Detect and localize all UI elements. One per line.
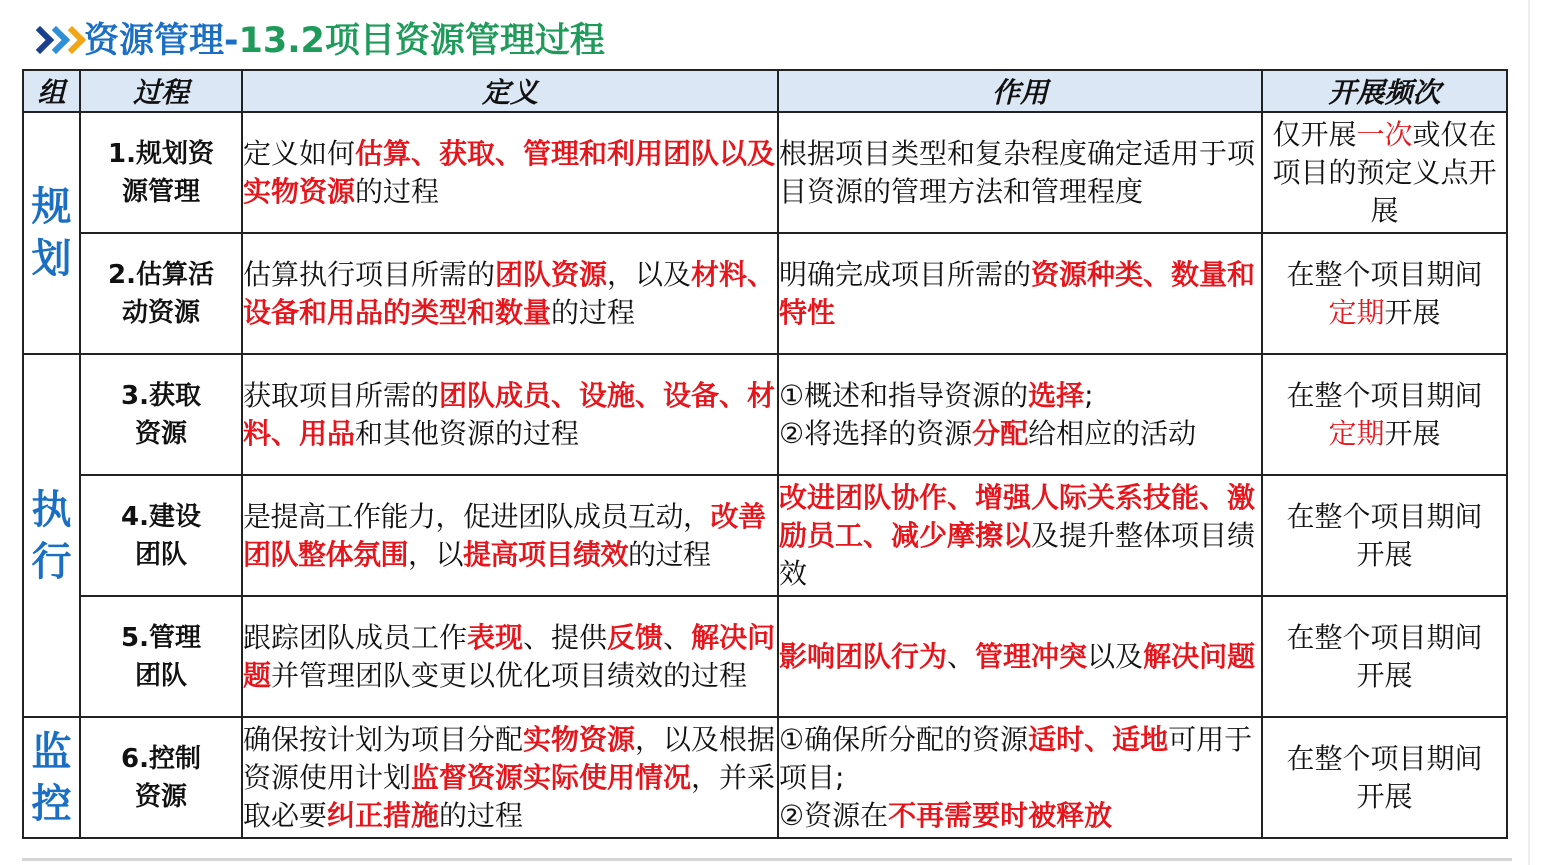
table-row <box>23 354 1507 475</box>
frequency-cell: 在整个项目期间开展 <box>1262 717 1507 838</box>
process-cell: 5.管理团队 <box>80 596 242 717</box>
process-cell: 4.建设团队 <box>80 475 242 596</box>
group-cell-plan: 规划 <box>23 112 80 354</box>
role-cell: ①确保所分配的资源适时、适地可用于项目; ②资源在不再需要时被释放 <box>778 717 1262 838</box>
process-cell: 3.获取资源 <box>80 354 242 475</box>
group-cell-monitor: 监控 <box>23 717 80 838</box>
page-title: 资源管理-13.2项目资源管理过程 <box>84 21 605 61</box>
process-cell: 1.规划资源管理 <box>80 112 242 233</box>
role-cell: 明确完成项目所需的资源种类、数量和特性 <box>778 233 1262 354</box>
frequency-cell: 在整个项目期间 定期开展 <box>1262 233 1507 354</box>
definition-cell: 跟踪团队成员工作表现、提供反馈、解决问题并管理团队变更以优化项目绩效的过程 <box>242 596 778 717</box>
frequency-cell: 在整个项目期间开展 <box>1262 475 1507 596</box>
chevron-arrows-icon <box>28 23 76 53</box>
role-cell: 根据项目类型和复杂程度确定适用于项目资源的管理方法和管理程度 <box>778 112 1262 233</box>
right-divider <box>1528 0 1530 865</box>
table-row <box>23 233 1507 354</box>
definition-cell: 确保按计划为项目分配实物资源，以及根据资源使用计划监督资源实际使用情况，并采取必要纠正措施的过程 <box>242 717 778 838</box>
definition-cell: 是提高工作能力，促进团队成员互动，改善团队整体氛围，以提高项目绩效的过程 <box>242 475 778 596</box>
group-cell-exec: 执行 <box>23 354 80 717</box>
frequency-cell: 仅开展一次或仅在项目的预定义点开展 <box>1262 112 1507 233</box>
process-cell: 6.控制资源 <box>80 717 242 838</box>
col-header-frequency: 开展频次 <box>1262 70 1507 112</box>
role-cell: ①概述和指导资源的选择; ②将选择的资源分配给相应的活动 <box>778 354 1262 475</box>
role-cell: 改进团队协作、增强人际关系技能、激励员工、减少摩擦以及提升整体项目绩效 <box>778 475 1262 596</box>
col-header-process: 过程 <box>80 70 242 112</box>
col-header-definition: 定义 <box>242 70 778 112</box>
table-row <box>23 475 1507 596</box>
slide-header <box>28 12 605 64</box>
process-table <box>22 69 1508 839</box>
frequency-cell: 在整个项目期间开展 <box>1262 596 1507 717</box>
table-row <box>23 112 1507 233</box>
col-header-role: 作用 <box>778 70 1262 112</box>
bottom-divider <box>22 858 1512 861</box>
table-header-row <box>23 70 1507 112</box>
definition-cell: 估算执行项目所需的团队资源，以及材料、设备和用品的类型和数量的过程 <box>242 233 778 354</box>
definition-cell: 获取项目所需的团队成员、设施、设备、材料、用品和其他资源的过程 <box>242 354 778 475</box>
process-cell: 2.估算活动资源 <box>80 233 242 354</box>
table-row <box>23 596 1507 717</box>
frequency-cell: 在整个项目期间 定期开展 <box>1262 354 1507 475</box>
definition-cell: 定义如何估算、获取、管理和利用团队以及实物资源的过程 <box>242 112 778 233</box>
col-header-group: 组 <box>23 70 80 112</box>
table-row <box>23 717 1507 838</box>
role-cell: 影响团队行为、管理冲突以及解决问题 <box>778 596 1262 717</box>
